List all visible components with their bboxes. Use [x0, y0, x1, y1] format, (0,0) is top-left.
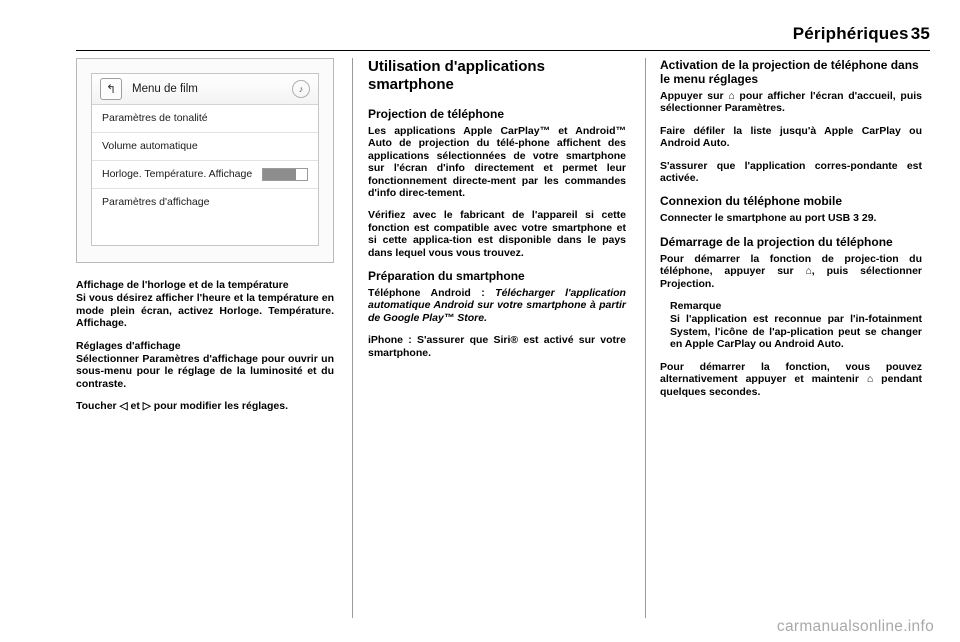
- col1-para-1: Si vous désirez afficher l'heure et la température en mode plein écran, activez Horloge. Température. Affichage.: [76, 292, 334, 330]
- col1-para-3: Toucher ◁ et ▷ pour modifier les réglages.: [76, 400, 288, 413]
- slider-fill: [263, 169, 295, 180]
- col2-para-1: Les applications Apple CarPlay™ et Android™ Auto de projection du télé‐phone affichent des applications sélectionnées de votre smartphone sur l'écran d'info directement et permet leur fonctionnement directe‐ment par les commandes d'info direc‐tement.: [368, 125, 626, 200]
- column-divider-1: [352, 58, 353, 618]
- note-body: Si l'application est reconnue par l'in‐fotainment System, l'icône de l'ap‐plication peut se changer en Apple CarPlay ou Android Auto.: [670, 313, 922, 351]
- header-title: Périphériques: [792, 24, 909, 43]
- header-page-number: 35: [910, 24, 930, 43]
- back-icon[interactable]: ↰: [100, 78, 122, 100]
- col3-para-1: Appuyer sur ⌂ pour afficher l'écran d'accueil, puis sélectionner Paramètres.: [660, 90, 922, 115]
- display-slider[interactable]: [262, 168, 308, 181]
- col3-para-6: Pour démarrer la fonction, vous pouvez alternativement appuyer et maintenir ⌂ pendant quelques secondes.: [660, 360, 922, 398]
- col1-para-2: Sélectionner Paramètres d'affichage pour ouvrir un sous-menu pour le réglage de la luminosité et du contraste.: [76, 353, 334, 390]
- column-3: [660, 58, 922, 408]
- column-divider-2: [645, 58, 646, 618]
- screen-titlebar: [92, 74, 318, 105]
- col2-section-smartphone-prep: Préparation du smartphone: [368, 269, 525, 284]
- menu-item-display-settings[interactable]: [92, 189, 318, 216]
- infotainment-screen: [91, 73, 319, 246]
- column-1: [76, 58, 334, 423]
- col2-para-2: Vérifiez avec le fabricant de l'appareil si cette fonction est compatible avec votre smartphone et si cette applica‐tion est disponible dans le pays dans lequel vous vous trouvez.: [368, 209, 626, 259]
- page-header: [793, 24, 930, 44]
- screen-title: Menu de film: [132, 82, 198, 95]
- menu-item-label: Volume automatique: [102, 140, 198, 153]
- col2-para-3-label: Téléphone Android :: [368, 287, 485, 300]
- header-rule: [76, 50, 930, 51]
- col3-para-5: Pour démarrer la fonction de projec‐tion du téléphone, appuyer sur ⌂, puis sélectionner Projection.: [660, 252, 922, 290]
- col2-para-4-text: S'assurer que Siri® est activé sur votre smartphone.: [368, 334, 626, 359]
- col3-para-4: Connecter le smartphone au port USB 3 29.: [660, 212, 877, 225]
- col1-heading-clock-temp: Affichage de l'horloge et de la température: [76, 279, 289, 291]
- music-note-icon[interactable]: ♪: [292, 80, 310, 98]
- col2-section-phone-projection: Projection de téléphone: [368, 107, 505, 121]
- menu-item-label: Horloge. Température. Affichage: [102, 168, 253, 181]
- col3-section-activation: Activation de la projection de téléphone dans le menu réglages: [660, 58, 919, 86]
- slider-knob[interactable]: [295, 169, 299, 180]
- col3-section-start-projection: Démarrage de la projection du téléphone: [660, 234, 893, 249]
- col2-para-3-text: Télécharger l'application automatique Android sur votre smartphone à partir de Google Play™ Store.: [368, 287, 626, 324]
- column-2: [368, 58, 626, 369]
- col2-para-3: [368, 287, 626, 324]
- note-box: [660, 300, 922, 351]
- watermark: carmanualsonline.info: [776, 618, 934, 635]
- col2-main-title: Utilisation d'applications smartphone: [368, 58, 545, 93]
- menu-item-label: Paramètres d'affichage: [102, 196, 210, 209]
- menu-item-tone-settings[interactable]: [92, 105, 318, 133]
- col3-para-2: Faire défiler la liste jusqu'à Apple CarPlay ou Android Auto.: [660, 124, 922, 150]
- infotainment-screenshot-figure: [76, 58, 334, 263]
- col2-para-4: [368, 334, 626, 359]
- col2-para-4-label: iPhone :: [368, 334, 412, 347]
- note-title: Remarque: [670, 300, 722, 313]
- menu-item-auto-volume[interactable]: [92, 133, 318, 161]
- menu-item-label: Paramètres de tonalité: [102, 112, 208, 125]
- col1-heading-display-settings: Réglages d'affichage: [76, 339, 181, 352]
- col3-para-3: S'assurer que l'application corres‐pondante est activée.: [660, 159, 922, 185]
- menu-item-clock-temp-display[interactable]: [92, 161, 318, 189]
- col3-section-connection: Connexion du téléphone mobile: [660, 194, 843, 209]
